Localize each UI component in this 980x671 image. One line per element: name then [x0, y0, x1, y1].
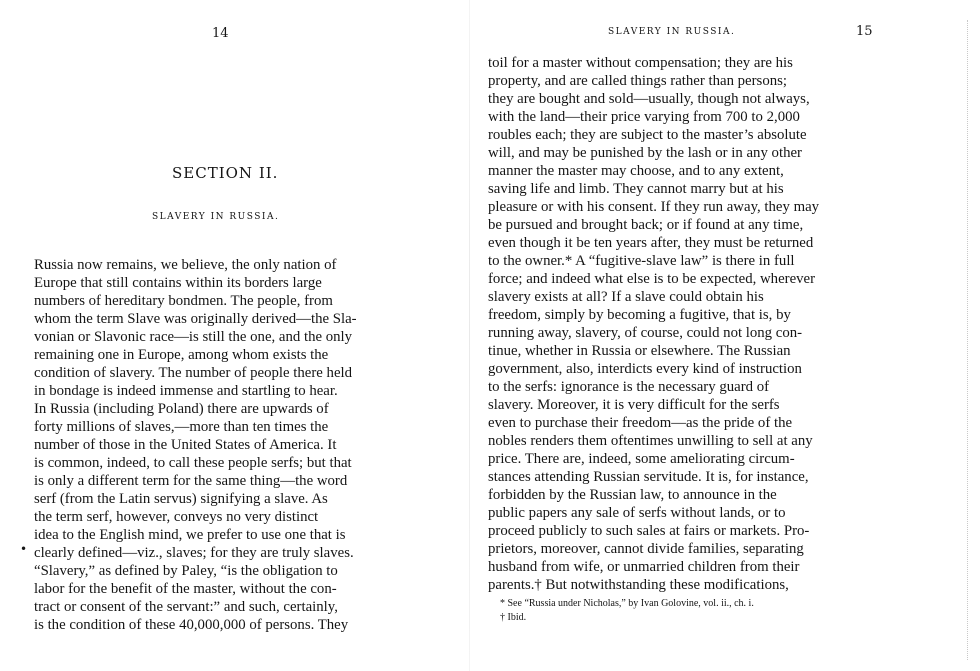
text-line: number of those in the United States of America. It — [34, 437, 337, 453]
text-line: the term serf, however, conveys no very distinct — [34, 509, 319, 525]
ink-speck-mark: • — [20, 542, 28, 556]
text-line: saving life and limb. They cannot marry but at his — [488, 181, 784, 197]
text-line: prietors, moreover, cannot divide families, separating — [488, 541, 804, 557]
text-line: even though it be ten years after, they must be returned — [488, 235, 814, 251]
text-line: whom the term Slave was originally derived—the Sla- — [34, 311, 357, 327]
text-line: to the owner.* A “fugitive-slave law” is there in full — [488, 253, 795, 269]
text-line: Europe that still contains within its borders large — [34, 275, 322, 291]
text-line: will, and may be punished by the lash or in any other — [488, 145, 802, 161]
text-line: Russia now remains, we believe, the only nation of — [34, 257, 337, 273]
text-line: slavery. Moreover, it is very difficult for the serfs — [488, 397, 780, 413]
text-line: tract or consent of the servant:” and such, certainly, — [34, 599, 338, 615]
page-number: 14 — [212, 26, 229, 41]
text-line: force; and indeed what else is to be expected, wherever — [488, 271, 816, 287]
text-line: condition of slavery. The number of people there held — [34, 365, 353, 381]
subheading: SLAVERY IN RUSSIA. — [152, 212, 280, 222]
text-line: idea to the English mind, we prefer to use one that is — [34, 527, 346, 543]
section-title: SECTION II. — [172, 164, 279, 182]
text-line: to the serfs: ignorance is the necessary guard of — [488, 379, 770, 395]
text-line: public papers any sale of serfs without lands, or to — [488, 505, 786, 521]
text-line: forbidden by the Russian law, to announce in the — [488, 487, 777, 503]
text-line: nobles renders them oftentimes unwilling to sell at any — [488, 433, 813, 449]
text-line: freedom, simply by becoming a fugitive, that is, by — [488, 307, 791, 323]
scan-edge — [967, 20, 970, 660]
text-line: manner the master may choose, and to any extent, — [488, 163, 784, 179]
left-page — [0, 0, 470, 671]
text-line: roubles each; they are subject to the master’s absolute — [488, 127, 807, 143]
text-line: pleasure or with his consent. If they run away, they may — [488, 199, 820, 215]
text-line: forty millions of slaves,—more than ten times the — [34, 419, 329, 435]
text-line: serf (from the Latin servus) signifying a slave. As — [34, 491, 328, 507]
footnote: † Ibid. — [500, 612, 527, 623]
text-line: vonian or Slavonic race—is still the one, and the only — [34, 329, 353, 345]
text-line: clearly defined—viz., slaves; for they are truly slaves. — [34, 545, 354, 561]
text-line: even to purchase their freedom—as the pride of the — [488, 415, 793, 431]
text-line: in bondage is indeed immense and startling to hear. — [34, 383, 338, 399]
text-line: toil for a master without compensation; they are his — [488, 55, 793, 71]
right-page — [470, 0, 980, 671]
text-line: property, and are called things rather than persons; — [488, 73, 787, 89]
text-line: In Russia (including Poland) there are upwards of — [34, 401, 329, 417]
text-line: tinue, whether in Russia or elsewhere. The Russian — [488, 343, 791, 359]
text-line: labor for the benefit of the master, without the con- — [34, 581, 337, 597]
text-line: is only a different term for the same thing—the word — [34, 473, 348, 489]
text-line: slavery exists at all? If a slave could obtain his — [488, 289, 764, 305]
text-line: be pursued and brought back; or if found at any time, — [488, 217, 804, 233]
text-line: husband from wife, or unmarried children from their — [488, 559, 800, 575]
page-number: 15 — [856, 24, 873, 39]
text-line: is the condition of these 40,000,000 of persons. They — [34, 617, 349, 633]
text-line: running away, slavery, of course, could not long con- — [488, 325, 803, 341]
running-head: SLAVERY IN RUSSIA. — [608, 27, 736, 37]
text-line: proceed publicly to such sales at fairs or markets. Pro- — [488, 523, 810, 539]
text-line: numbers of hereditary bondmen. The people, from — [34, 293, 333, 309]
text-line: parents.† But notwithstanding these modifications, — [488, 577, 789, 593]
text-line: they are bought and sold—usually, though not always, — [488, 91, 810, 107]
text-line: stances attending Russian servitude. It is, for instance, — [488, 469, 809, 485]
text-line: government, also, interdicts every kind of instruction — [488, 361, 802, 377]
text-line: “Slavery,” as defined by Paley, “is the obligation to — [34, 563, 338, 579]
text-line: is common, indeed, to call these people serfs; but that — [34, 455, 352, 471]
footnote: * See “Russia under Nicholas,” by Ivan Golovine, vol. ii., ch. i. — [500, 598, 754, 609]
text-line: remaining one in Europe, among whom exists the — [34, 347, 329, 363]
text-line: with the land—their price varying from 700 to 2,000 — [488, 109, 800, 125]
text-line: price. There are, indeed, some ameliorating circum- — [488, 451, 795, 467]
